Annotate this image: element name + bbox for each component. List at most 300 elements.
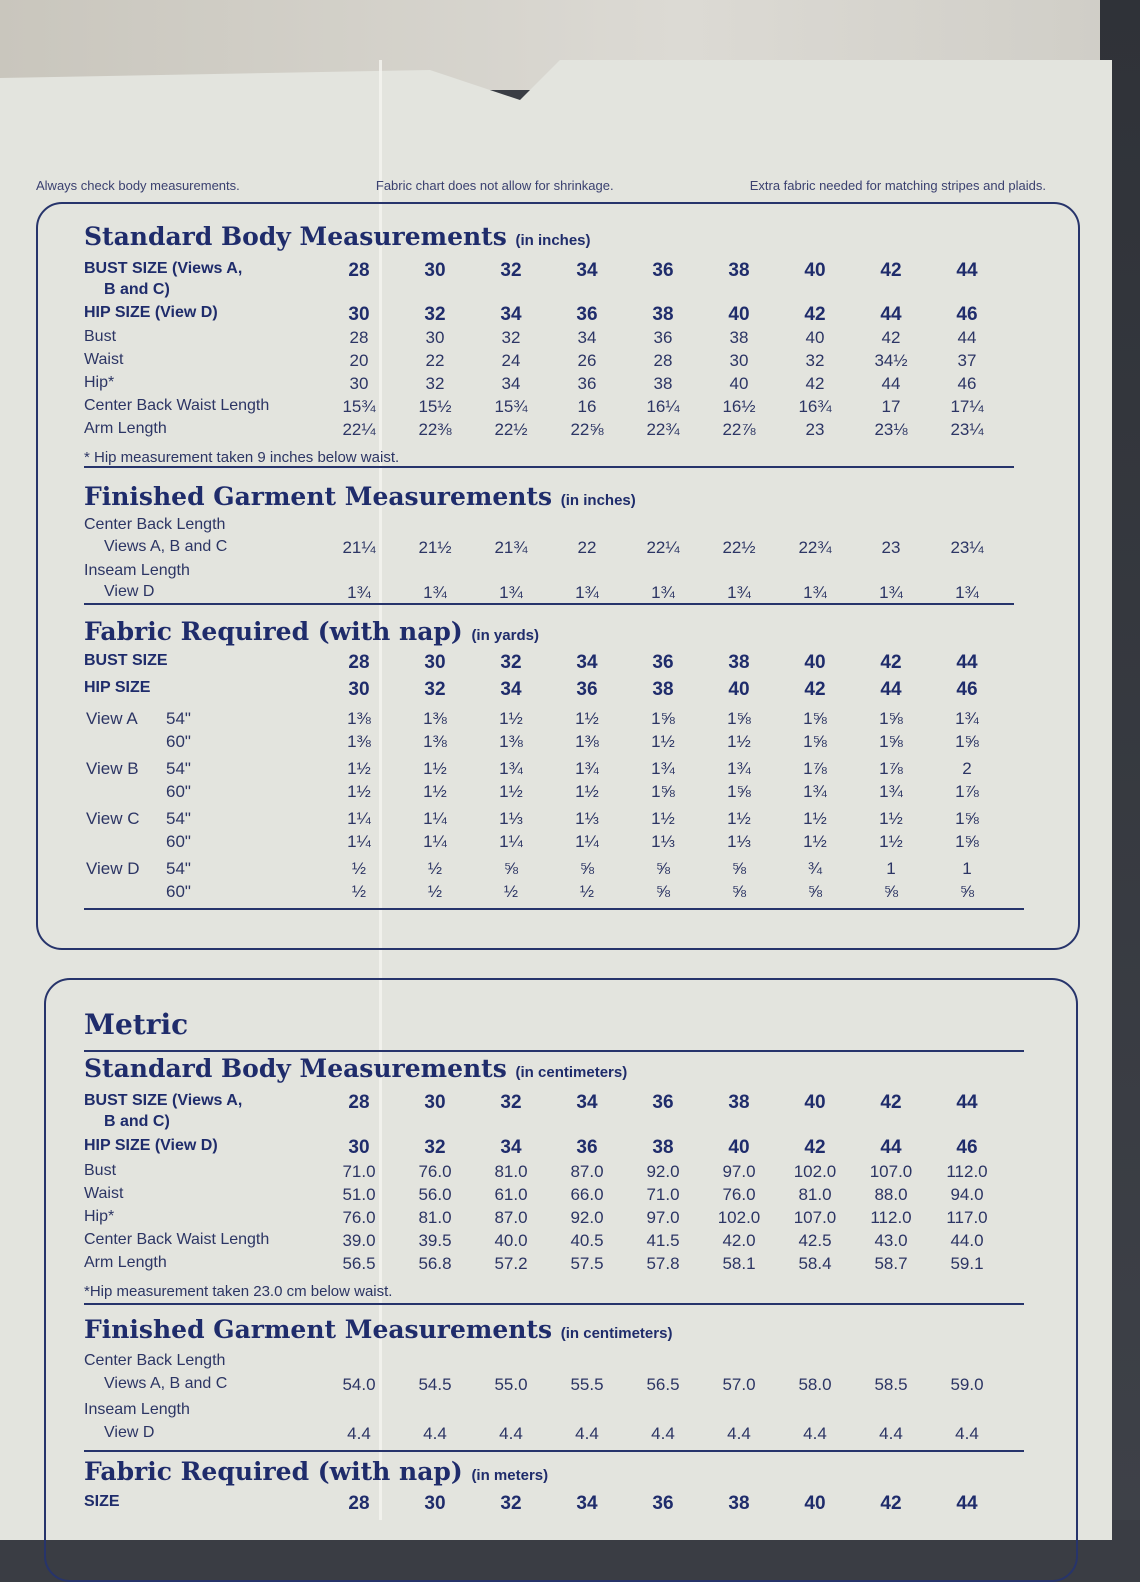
size-value: 28 [348, 1092, 370, 1113]
size-value: ⅝ [655, 882, 671, 901]
size-value: 66.0 [570, 1185, 604, 1204]
size-value: 1¾ [803, 583, 827, 602]
size-value: 4.4 [803, 1424, 827, 1443]
size-value: 58.4 [798, 1254, 832, 1273]
size-value: 1⅜ [347, 709, 371, 728]
size-value: 36 [652, 1493, 674, 1514]
view-label: View D [86, 859, 140, 878]
metric-body-title: Standard Body Measurements (in centimeters) [84, 1054, 628, 1083]
note-body-measurements: Always check body measurements. [36, 178, 240, 193]
size-value: 1½ [347, 759, 371, 778]
size-value: 32 [500, 652, 522, 673]
size-value: 42 [880, 260, 902, 281]
size-value: 32 [501, 328, 521, 347]
size-value: 81.0 [418, 1208, 452, 1227]
size-value: 57.0 [722, 1375, 756, 1394]
size-value: 32 [425, 374, 445, 393]
size-value: 44 [956, 652, 978, 673]
size-value: 1⅝ [651, 782, 675, 801]
size-value: 38 [652, 1137, 674, 1158]
size-value: 1½ [575, 709, 599, 728]
size-value: 1½ [727, 809, 751, 828]
size-value: 23¼ [950, 420, 984, 439]
size-value: 1⅝ [727, 782, 751, 801]
fabric-row [84, 809, 1014, 831]
size-value: 23¼ [950, 538, 984, 557]
size-value: 30 [348, 679, 370, 700]
size-value: 88.0 [874, 1185, 908, 1204]
measurement-row [84, 1208, 1014, 1230]
size-value: 32 [805, 351, 825, 370]
imperial-fabric-bust-row: BUST SIZE 28 30 32 34 36 38 40 42 44 [84, 652, 1014, 674]
size-value: 1¾ [803, 782, 827, 801]
size-value: 16½ [722, 397, 756, 416]
size-value: 21¾ [494, 538, 528, 557]
size-value: 22¼ [342, 420, 376, 439]
size-value: 1¾ [651, 583, 675, 602]
measurement-label: Bust [84, 1162, 117, 1179]
size-value: 1½ [803, 809, 827, 828]
size-value: 43.0 [874, 1231, 908, 1250]
size-value: 1⅓ [727, 832, 751, 851]
size-value: 22 [425, 351, 445, 370]
size-value: 22⅞ [722, 420, 756, 439]
metric-heading: Metric [84, 1008, 189, 1041]
size-value: 39.5 [418, 1231, 452, 1250]
size-value: 34 [500, 304, 522, 325]
metric-hip-note: *Hip measurement taken 23.0 cm below waist. [84, 1283, 393, 1300]
size-value: 40 [728, 679, 750, 700]
view-label: View B [86, 759, 139, 778]
size-value: 58.7 [874, 1254, 908, 1273]
note-shrinkage: Fabric chart does not allow for shrinkage. [375, 178, 614, 193]
size-value: 23 [881, 538, 901, 557]
imperial-fabric-title: Fabric Required (with nap) (in yards) [84, 617, 539, 646]
size-value: ⅝ [731, 859, 747, 878]
size-value: 1¼ [423, 832, 447, 851]
size-value: 30 [424, 260, 446, 281]
size-value: 1¾ [499, 759, 523, 778]
rule [84, 466, 1014, 468]
size-value: 38 [728, 1493, 750, 1514]
size-value: 22⅜ [418, 420, 452, 439]
size-value: 1¼ [347, 809, 371, 828]
size-value: 1 [962, 859, 972, 878]
size-value: 1⅞ [879, 759, 903, 778]
size-value: 4.4 [347, 1424, 371, 1443]
size-value: 16¼ [646, 397, 680, 416]
size-value: ⅝ [655, 859, 671, 878]
fabric-row [84, 882, 1014, 904]
size-value: 44 [880, 1137, 902, 1158]
size-value: 1¾ [879, 583, 903, 602]
size-value: 38 [653, 374, 673, 393]
size-value: 15¾ [494, 397, 528, 416]
rule [84, 603, 1014, 605]
size-value: 36 [576, 679, 598, 700]
size-value: 42 [881, 328, 901, 347]
size-value: 21½ [418, 538, 452, 557]
metric-size-row: SIZE 28 30 32 34 36 38 40 42 44 [84, 1493, 1014, 1515]
imperial-hip-note: * Hip measurement taken 9 inches below waist. [84, 449, 400, 466]
size-value: 112.0 [870, 1208, 912, 1227]
size-value: 4.4 [955, 1424, 979, 1443]
size-value: 34 [577, 328, 597, 347]
size-value: 42 [880, 1493, 902, 1514]
size-value: 36 [576, 304, 598, 325]
size-value: 40 [804, 1493, 826, 1514]
size-value: 59.0 [950, 1375, 984, 1394]
size-value: 23⅛ [874, 420, 908, 439]
size-value: 16¾ [798, 397, 832, 416]
size-value: 1½ [803, 832, 827, 851]
size-value: 56.0 [418, 1185, 452, 1204]
size-value: 1½ [879, 832, 903, 851]
size-value: 24 [501, 351, 521, 370]
size-value: 22½ [494, 420, 528, 439]
size-value: 1⅜ [347, 732, 371, 751]
size-value: 44 [881, 374, 901, 393]
size-value: 1⅞ [955, 782, 979, 801]
size-value: 1⅜ [423, 732, 447, 751]
fabric-width: 54" [166, 809, 191, 828]
size-value: 58.0 [798, 1375, 832, 1394]
fabric-row [84, 782, 1014, 804]
size-value: 1⅝ [803, 709, 827, 728]
size-value: 1¾ [955, 709, 979, 728]
imperial-bust-row-cont: B and C) [104, 281, 170, 298]
size-value: 1½ [575, 782, 599, 801]
metric-inseam-label: Inseam Length [84, 1401, 190, 1418]
measurement-row [84, 1231, 1014, 1253]
rule [84, 1050, 1024, 1052]
size-value: ½ [427, 859, 443, 878]
size-value: 46 [956, 1137, 978, 1158]
measurement-label: Waist [84, 351, 124, 368]
measurement-row [84, 397, 1014, 419]
measurement-row [84, 420, 1014, 442]
size-value: 1¼ [499, 832, 523, 851]
size-value: 56.5 [342, 1254, 376, 1273]
size-value: 54.0 [342, 1375, 376, 1394]
size-value: 1⅝ [955, 732, 979, 751]
size-value: 44 [956, 1493, 978, 1514]
metric-fabric-title: Fabric Required (with nap) (in meters) [84, 1457, 549, 1486]
top-notes [36, 178, 1046, 193]
size-value: ⅝ [883, 882, 899, 901]
size-value: 61.0 [494, 1185, 528, 1204]
size-value: 1½ [499, 709, 523, 728]
size-value: 1½ [879, 809, 903, 828]
size-value: 117.0 [946, 1208, 988, 1227]
size-value: 44 [956, 260, 978, 281]
size-value: 1½ [499, 782, 523, 801]
size-value: 28 [349, 328, 369, 347]
size-value: 34 [576, 1493, 598, 1514]
size-value: 112.0 [946, 1162, 988, 1181]
metric-cbl-label: Center Back Length [84, 1352, 226, 1369]
size-value: 40 [804, 652, 826, 673]
size-value: 32 [424, 304, 446, 325]
size-value: 1¾ [727, 583, 751, 602]
imperial-body-title: Standard Body Measurements (in inches) [84, 222, 591, 251]
size-value: ¾ [807, 859, 823, 878]
size-value: 4.4 [651, 1424, 675, 1443]
metric-bust-row-cont: B and C) [104, 1113, 170, 1130]
size-value: 71.0 [342, 1162, 376, 1181]
view-label: View A [86, 709, 138, 728]
size-value: 36 [577, 374, 597, 393]
size-value: 81.0 [798, 1185, 832, 1204]
size-value: 36 [653, 328, 673, 347]
fabric-width: 54" [166, 709, 191, 728]
size-value: 40 [804, 1092, 826, 1113]
size-value: 1¼ [575, 832, 599, 851]
size-value: 44.0 [950, 1231, 984, 1250]
size-value: 30 [349, 374, 369, 393]
size-value: 87.0 [494, 1208, 528, 1227]
size-value: 32 [500, 1493, 522, 1514]
size-value: 28 [348, 652, 370, 673]
size-value: 56.5 [646, 1375, 680, 1394]
size-value: 4.4 [727, 1424, 751, 1443]
fabric-row [84, 759, 1014, 781]
size-value: 30 [348, 1137, 370, 1158]
size-value: 34 [500, 679, 522, 700]
size-value: 38 [728, 260, 750, 281]
size-value: 1¼ [423, 809, 447, 828]
size-value: 28 [348, 1493, 370, 1514]
metric-hip-row: HIP SIZE (View D) 30 32 34 36 38 40 42 44 46 [84, 1137, 1014, 1159]
metric-cbl-row: Views A, B and C 54.0 54.5 55.0 55.5 56.5 57.0 58.0 58.5 59.0 [84, 1375, 1014, 1397]
size-value: 4.4 [423, 1424, 447, 1443]
size-value: 4.4 [499, 1424, 523, 1443]
size-value: 22½ [722, 538, 756, 557]
size-value: 30 [425, 328, 445, 347]
size-value: 32 [500, 1092, 522, 1113]
size-value: ⅝ [807, 882, 823, 901]
size-value: 39.0 [342, 1231, 376, 1250]
size-value: 20 [349, 351, 369, 370]
fabric-width: 60" [166, 782, 191, 801]
size-value: 55.5 [570, 1375, 604, 1394]
size-value: 38 [652, 679, 674, 700]
view-label: View C [86, 809, 140, 828]
rule [84, 1303, 1024, 1305]
size-value: 42 [804, 1137, 826, 1158]
measurement-label: Center Back Waist Length [84, 1231, 270, 1248]
size-value: 1½ [423, 759, 447, 778]
measurement-row [84, 1254, 1014, 1276]
size-value: 102.0 [717, 1208, 761, 1227]
size-value: 36 [652, 652, 674, 673]
size-value: 76.0 [342, 1208, 376, 1227]
size-value: 40 [728, 304, 750, 325]
size-value: ½ [351, 859, 367, 878]
fabric-width: 60" [166, 832, 191, 851]
size-value: 30 [729, 351, 749, 370]
size-value: ⅝ [731, 882, 747, 901]
size-value: 34 [500, 1137, 522, 1158]
metric-bust-row: BUST SIZE (Views A, 28 30 32 34 36 38 40 42 44 [84, 1092, 1014, 1114]
size-value: 55.0 [494, 1375, 528, 1394]
imperial-inseam-row: View D 1¾ 1¾ 1¾ 1¾ 1¾ 1¾ 1¾ 1¾ 1¾ [84, 583, 1014, 605]
imperial-cbl-label: Center Back Length [84, 516, 226, 533]
size-value: 38 [728, 652, 750, 673]
size-value: ½ [503, 882, 519, 901]
size-value: 51.0 [342, 1185, 376, 1204]
size-value: ⅝ [959, 882, 975, 901]
measurement-row [84, 351, 1014, 373]
measurement-label: Hip* [84, 374, 115, 391]
fabric-row [84, 859, 1014, 881]
size-value: 76.0 [722, 1185, 756, 1204]
size-value: 1¾ [347, 583, 371, 602]
measurement-label: Bust [84, 328, 117, 345]
size-value: 1¾ [879, 782, 903, 801]
size-value: 2 [962, 759, 972, 778]
size-value: 34 [576, 1092, 598, 1113]
size-value: 22 [577, 538, 597, 557]
size-value: 1½ [651, 809, 675, 828]
size-value: 42 [804, 679, 826, 700]
fabric-row [84, 709, 1014, 731]
size-value: 1½ [347, 782, 371, 801]
size-value: 1⅝ [651, 709, 675, 728]
note-stripes: Extra fabric needed for matching stripes and plaids. [749, 178, 1046, 193]
size-value: 17 [881, 397, 901, 416]
size-value: 1⅝ [879, 732, 903, 751]
size-value: 1⅓ [651, 832, 675, 851]
size-value: 15¾ [342, 397, 376, 416]
size-value: 1⅜ [575, 732, 599, 751]
size-value: 102.0 [793, 1162, 837, 1181]
size-value: 41.5 [646, 1231, 680, 1250]
fabric-width: 54" [166, 759, 191, 778]
fabric-row [84, 732, 1014, 754]
size-value: 42.0 [722, 1231, 756, 1250]
fabric-width: 54" [166, 859, 191, 878]
size-value: 42.5 [798, 1231, 832, 1250]
size-value: 40.0 [494, 1231, 528, 1250]
size-value: 44 [957, 328, 977, 347]
size-value: 36 [576, 1137, 598, 1158]
size-value: 32 [424, 679, 446, 700]
measurement-label: Waist [84, 1185, 124, 1202]
size-value: 40 [729, 374, 749, 393]
size-value: 1¾ [727, 759, 751, 778]
fabric-width: 60" [166, 882, 191, 901]
rule [84, 908, 1024, 910]
size-value: 1⅝ [955, 809, 979, 828]
size-value: 1¾ [955, 583, 979, 602]
size-value: 1⅓ [499, 809, 523, 828]
size-value: 38 [728, 1092, 750, 1113]
fabric-row [84, 832, 1014, 854]
size-value: 22⅝ [570, 420, 604, 439]
size-value: 15½ [418, 397, 452, 416]
size-value: 1½ [727, 732, 751, 751]
size-value: 94.0 [950, 1185, 984, 1204]
size-value: 17¼ [950, 397, 984, 416]
size-value: 40.5 [570, 1231, 604, 1250]
size-value: 34 [576, 260, 598, 281]
size-value: 46 [957, 374, 977, 393]
size-value: 1⅝ [879, 709, 903, 728]
size-value: 1⅜ [499, 732, 523, 751]
size-value: 1⅓ [575, 809, 599, 828]
size-value: 46 [956, 304, 978, 325]
size-value: ½ [579, 882, 595, 901]
size-value: 30 [424, 1493, 446, 1514]
size-value: 57.2 [494, 1254, 528, 1273]
size-value: 57.8 [646, 1254, 680, 1273]
size-value: 38 [652, 304, 674, 325]
metric-finished-title: Finished Garment Measurements (in centimeters) [84, 1315, 673, 1344]
size-value: 4.4 [575, 1424, 599, 1443]
size-value: 16 [577, 397, 597, 416]
measurement-row [84, 374, 1014, 396]
size-value: 37 [957, 351, 977, 370]
size-value: 22¾ [646, 420, 680, 439]
measurement-label: Arm Length [84, 420, 167, 437]
size-value: 107.0 [869, 1162, 913, 1181]
imperial-bust-row: BUST SIZE (Views A, 28 30 32 34 36 38 40 42 44 [84, 260, 1014, 282]
size-value: 38 [729, 328, 749, 347]
imperial-finished-title: Finished Garment Measurements (in inches) [84, 482, 636, 511]
size-value: 71.0 [646, 1185, 680, 1204]
size-value: 40 [728, 1137, 750, 1158]
imperial-fabric-hip-row: HIP SIZE 30 32 34 36 38 40 42 44 46 [84, 679, 1014, 701]
size-value: 30 [424, 1092, 446, 1113]
size-value: 30 [424, 652, 446, 673]
size-value: 1¾ [499, 583, 523, 602]
size-value: 1¾ [651, 759, 675, 778]
size-value: 40 [805, 328, 825, 347]
size-value: 97.0 [646, 1208, 680, 1227]
size-value: 1⅜ [423, 709, 447, 728]
size-value: 23 [805, 420, 825, 439]
measurement-label: Center Back Waist Length [84, 397, 270, 414]
size-value: 81.0 [494, 1162, 528, 1181]
size-value: 58.5 [874, 1375, 908, 1394]
size-value: 1¼ [347, 832, 371, 851]
size-value: 4.4 [879, 1424, 903, 1443]
size-value: ⅝ [503, 859, 519, 878]
size-value: 107.0 [793, 1208, 837, 1227]
rule [84, 1450, 1024, 1452]
size-value: 36 [652, 260, 674, 281]
size-value: 32 [500, 260, 522, 281]
size-value: 1⅝ [803, 732, 827, 751]
size-value: 54.5 [418, 1375, 452, 1394]
size-value: 40 [804, 260, 826, 281]
size-value: 46 [956, 679, 978, 700]
fabric-width: 60" [166, 732, 191, 751]
measurement-row [84, 1185, 1014, 1207]
size-value: 42 [880, 1092, 902, 1113]
size-value: 44 [956, 1092, 978, 1113]
size-value: 36 [652, 1092, 674, 1113]
size-value: 59.1 [950, 1254, 984, 1273]
size-value: 30 [348, 304, 370, 325]
size-value: 56.8 [418, 1254, 452, 1273]
imperial-hip-row: HIP SIZE (View D) 30 32 34 36 38 40 42 44 46 [84, 304, 1014, 326]
size-value: 1½ [423, 782, 447, 801]
size-value: 1⅝ [727, 709, 751, 728]
size-value: 28 [348, 260, 370, 281]
size-value: 1½ [651, 732, 675, 751]
